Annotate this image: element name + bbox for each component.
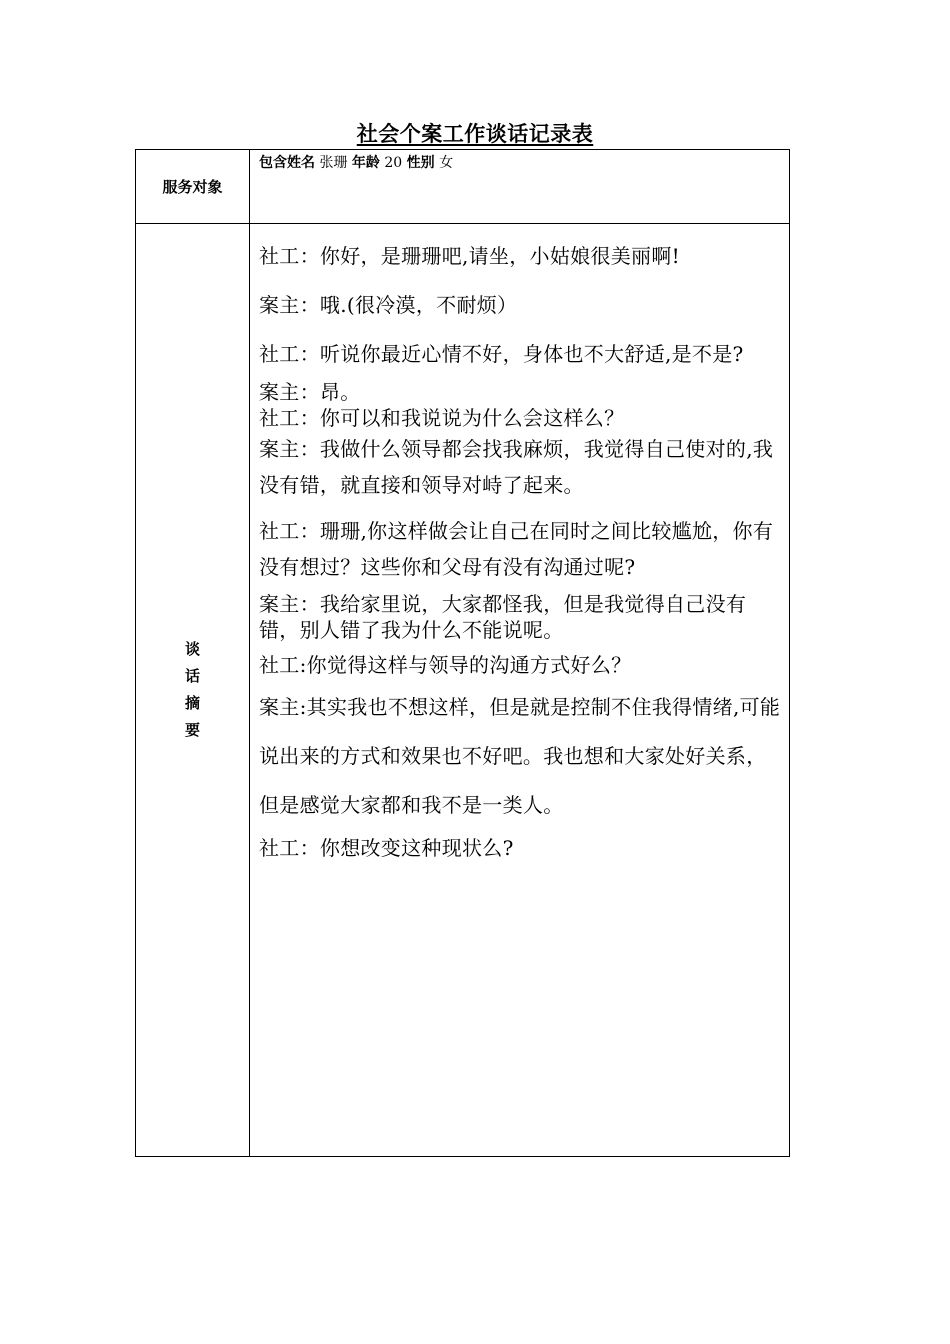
summary-label — [136, 224, 250, 1157]
dialogue-line: 社工：珊珊,你这样做会让自己在同时之间比较尴尬，你有没有想过？这些你和父母有没有沟通过呢? — [259, 519, 774, 579]
name-key: 包含姓名 — [259, 155, 315, 171]
dialogue-line: 案主：我做什么领导都会找我麻烦，我觉得自己使对的,我没有错，就直接和领导对峙了起来。 — [259, 437, 774, 497]
age-key: 年龄 — [351, 155, 380, 171]
dialogue-line: 社工：听说你最近心情不好，身体也不大舒适,是不是? — [259, 342, 744, 366]
dialogue-line: 案主：我给家里说，大家都怪我，但是我觉得自己没有错，别人错了我为什么不能说呢。 — [259, 592, 747, 642]
summary-label-char: 要 — [184, 721, 200, 739]
dialogue-line: 社工:你觉得这样与领导的沟通方式好么？ — [259, 653, 632, 677]
dialogue-line: 案主:其实我也不想这样，但是就是控制不住我得情绪,可能说出来的方式和效果也不好吧。我也想和大家处好关系，但是感觉大家都和我不是一类人。 — [259, 695, 781, 817]
summary-label-vertical — [184, 636, 202, 744]
dialogue-content — [250, 224, 789, 866]
summary-label-char: 谈 — [184, 640, 200, 658]
summary-label-char: 话 — [184, 667, 200, 685]
client-info-cell — [250, 150, 790, 224]
name-value: 张珊 — [319, 155, 348, 171]
age-value: 20 — [384, 155, 403, 171]
dialogue-line: 社工：你好，是珊珊吧,请坐，小姑娘很美丽啊! — [259, 244, 680, 268]
gender-value: 女 — [439, 155, 454, 171]
dialogue-line: 案主：哦.(很冷漠，不耐烦） — [259, 293, 518, 317]
dialogue-cell — [250, 224, 790, 1157]
dialogue-line: 社工：你可以和我说说为什么会这样么？ — [259, 406, 625, 430]
dialogue-line: 案主：昂。 — [259, 380, 361, 404]
interview-record-table — [135, 149, 790, 1157]
client-row — [136, 150, 790, 224]
document-title: 社会个案工作谈话记录表 — [356, 122, 594, 146]
client-label: 服务对象 — [136, 150, 250, 224]
dialogue-line: 社工：你想改变这种现状么? — [259, 836, 514, 860]
gender-key: 性别 — [406, 155, 435, 171]
summary-label-char: 摘 — [184, 694, 200, 712]
client-info — [250, 150, 789, 172]
summary-row — [136, 224, 790, 1157]
